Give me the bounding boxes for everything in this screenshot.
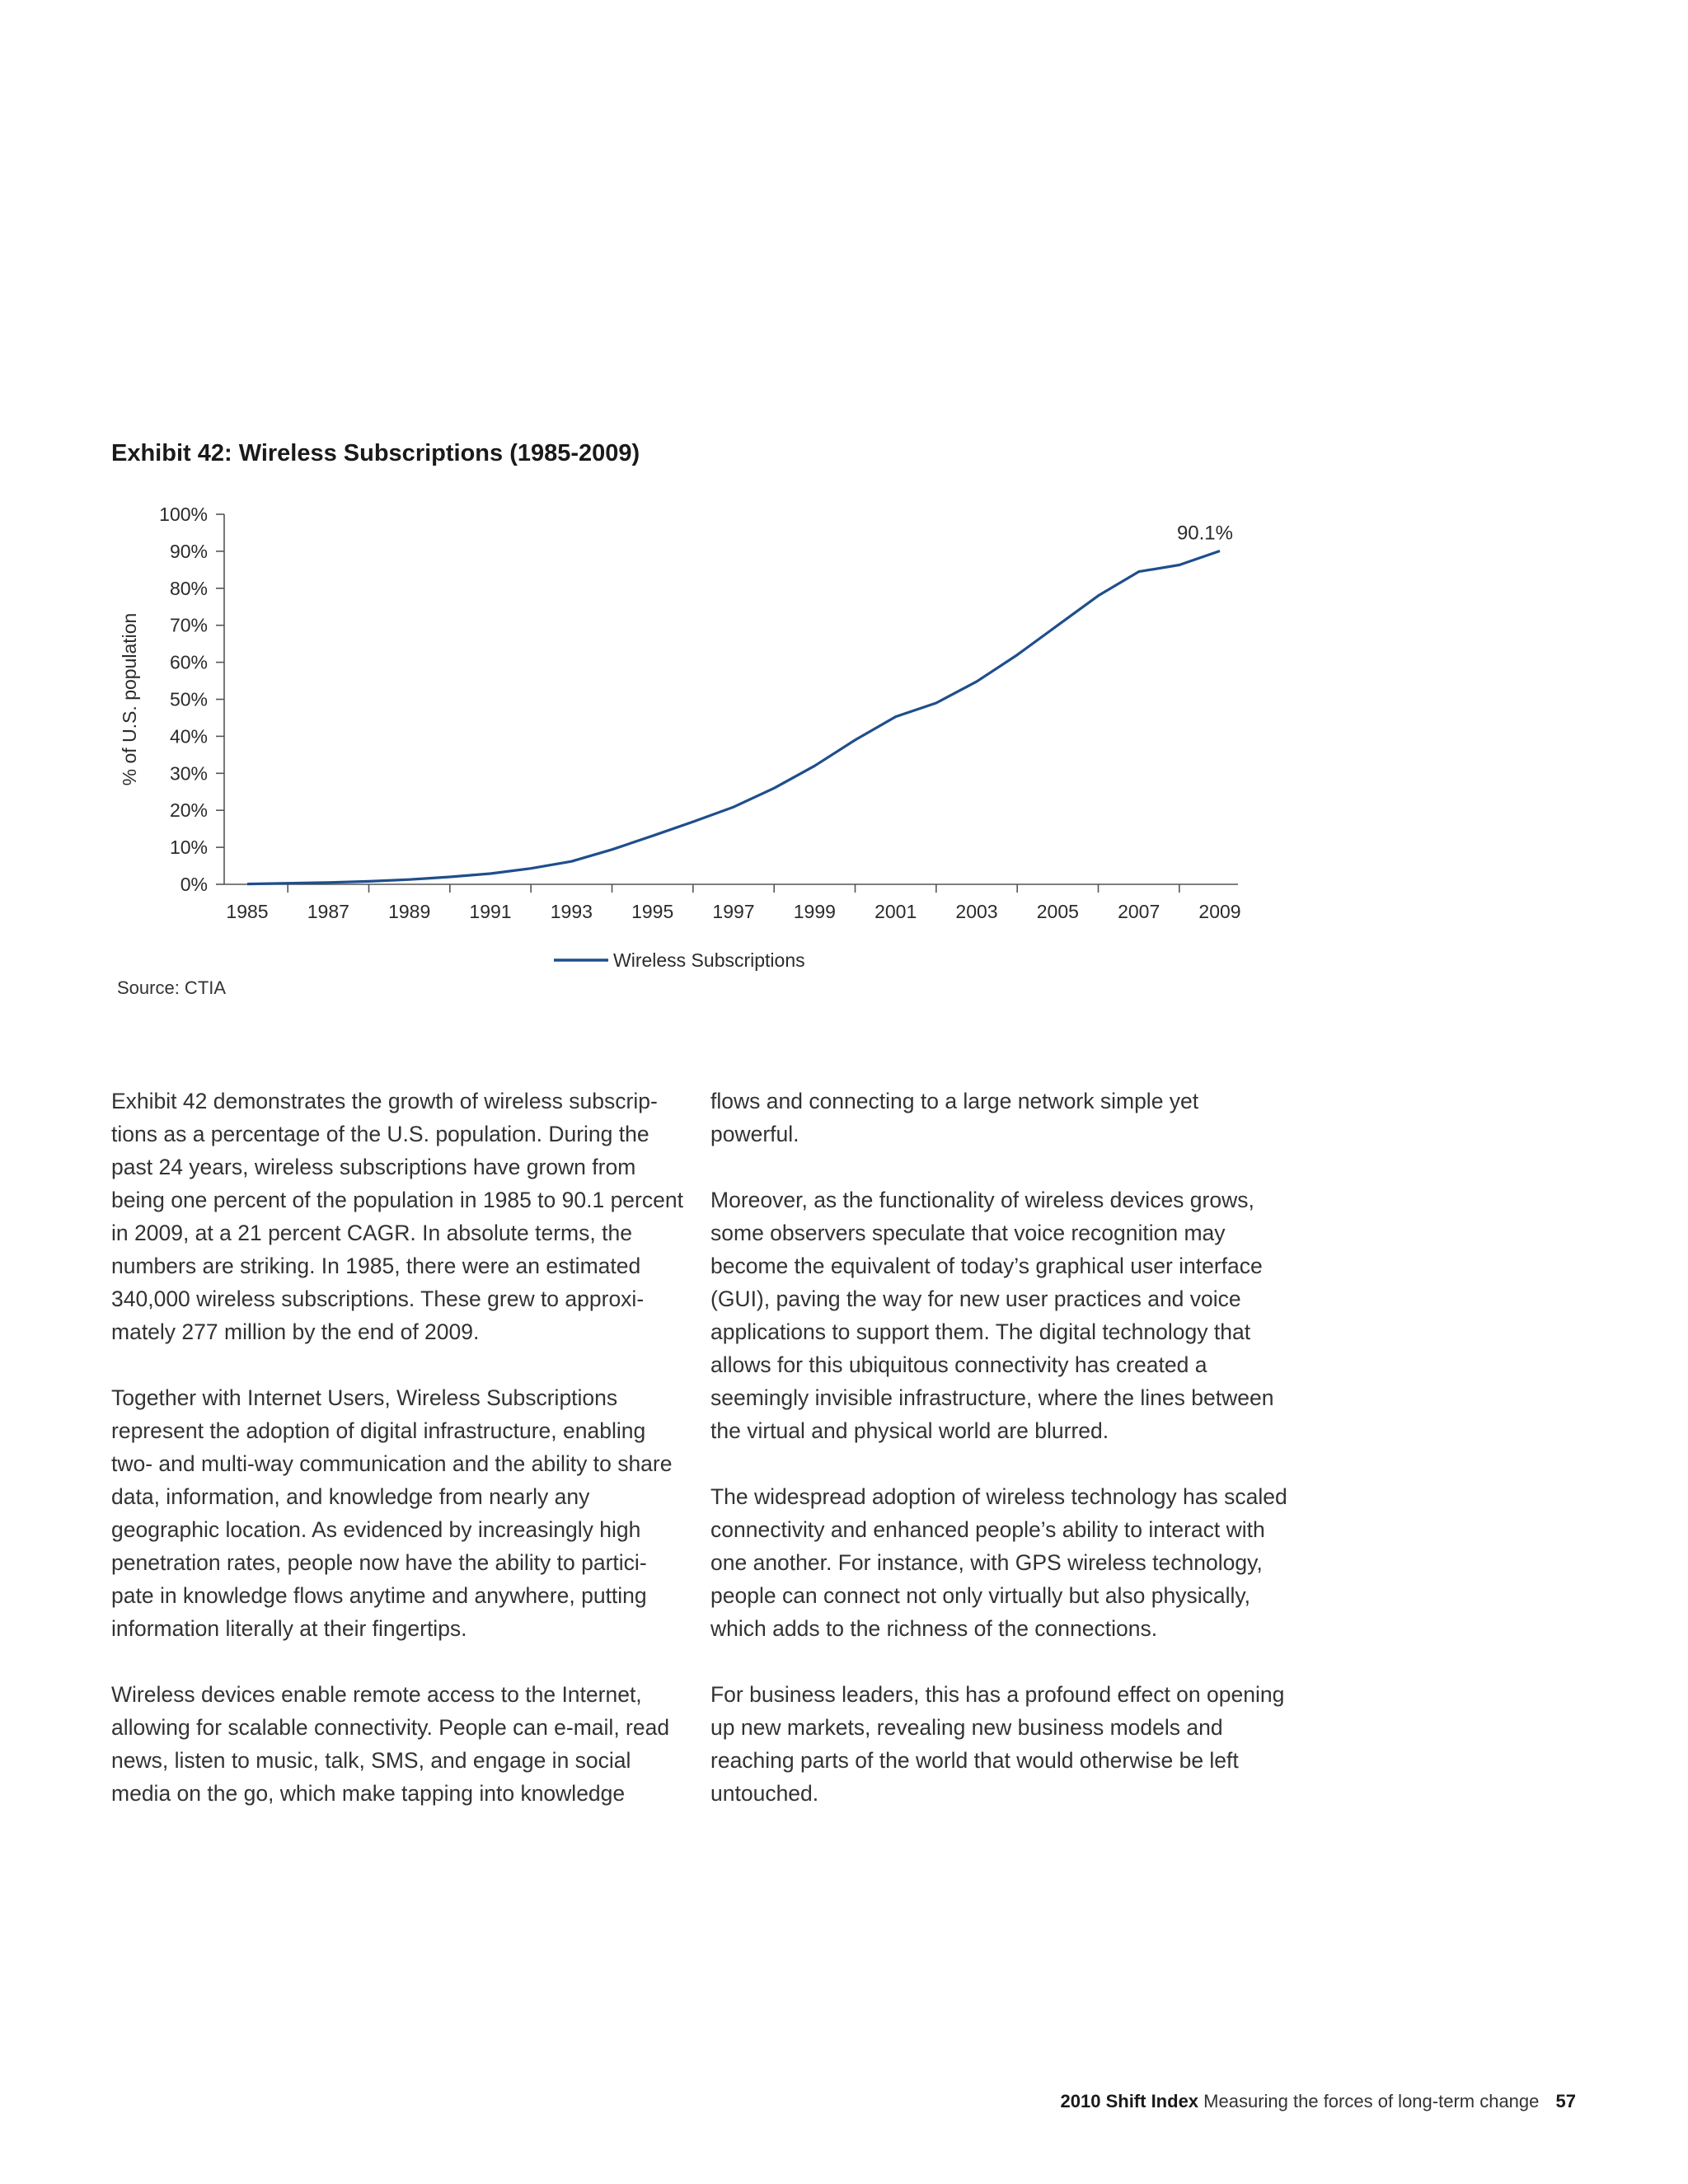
x-tick-label: 2009 <box>1198 901 1241 922</box>
x-tick-label: 2005 <box>1036 901 1079 922</box>
paragraph: Exhibit 42 demonstrates the growth of wireless subscrip- tions as a percentage of the U.S. population. During the past 24 years, wireless subscriptions have grown from being one percent of the population in 1985 to 90.1 percent in 2009, at a 21 percent CAGR. In absolute terms, the numbers are striking. In 1985, there were an estimated 340,000 wireless subscriptions. These grew to approxi- mately 277 million by the end of 2009. <box>111 1089 683 1344</box>
y-tick-label: 30% <box>169 762 208 785</box>
y-tick-label: 0% <box>180 874 208 895</box>
page-number: 57 <box>1555 2091 1576 2111</box>
paragraph: For business leaders, this has a profound effect on opening up new markets, revealing new business models and reaching parts of the world that would otherwise be left untouched. <box>710 1682 1285 1806</box>
body-column-right <box>710 1085 1287 1843</box>
footer-subtitle: Measuring the forces of long-term change <box>1203 2091 1540 2111</box>
y-tick-label: 60% <box>169 651 208 673</box>
x-tick-label: 2001 <box>874 901 917 922</box>
paragraph: flows and connecting to a large network simple yet powerful. <box>710 1089 1199 1146</box>
x-tick-label: 1985 <box>226 901 269 922</box>
y-tick-label: 100% <box>159 504 208 525</box>
exhibit-title: Exhibit 42: Wireless Subscriptions (1985-2009) <box>111 440 640 466</box>
y-tick-label: 70% <box>169 614 208 636</box>
y-tick-label: 40% <box>169 725 208 748</box>
x-tick-label: 1997 <box>712 901 755 922</box>
x-tick-label: 2007 <box>1118 901 1160 922</box>
x-tick-label: 2003 <box>955 901 998 922</box>
body-column-left <box>111 1085 688 1843</box>
x-tick-label: 1989 <box>388 901 431 922</box>
y-axis-title: % of U.S. population <box>119 612 140 786</box>
x-tick-label: 1987 <box>307 901 349 922</box>
y-tick-label: 90% <box>169 540 208 562</box>
y-tick-label: 50% <box>169 688 208 710</box>
paragraph: The widespread adoption of wireless technology has scaled connectivity and enhanced people’s ability to interact with one another. For instance, with GPS wireless technology, people can connect not only virtually but also physically, which adds to the richness of the connections. <box>710 1484 1287 1641</box>
y-tick-label: 10% <box>169 837 208 859</box>
data-label-2009: 90.1% <box>1176 522 1233 545</box>
legend-label: Wireless Subscriptions <box>613 949 805 971</box>
page-footer <box>1061 2091 1576 2112</box>
x-tick-label: 1993 <box>550 901 593 922</box>
y-tick-label: 80% <box>169 577 208 599</box>
x-tick-label: 1999 <box>793 901 836 922</box>
paragraph: Wireless devices enable remote access to the Internet, allowing for scalable connectivity. People can e-mail, read news, listen to music, talk, SMS, and engage in social media on the go, which make tapping into knowledge <box>111 1682 670 1806</box>
y-tick-label: 20% <box>169 799 208 822</box>
x-tick-label: 1991 <box>469 901 512 922</box>
footer-publication: 2010 Shift Index <box>1060 2091 1199 2111</box>
wireless-subscriptions-chart <box>0 0 1688 989</box>
series-line-wireless-subscriptions <box>247 551 1220 884</box>
chart-source: Source: CTIA <box>117 977 227 998</box>
paragraph: Together with Internet Users, Wireless Subscriptions represent the adoption of digital infrastructure, enabling two- and multi-way communication and the ability to share data, information, and knowledge from nearly any geographic location. As evidenced by increasingly high penetration rates, people now have the ability to partici- pate in knowledge flows anytime and anywhere, putting information literally at their fingertips. <box>111 1385 673 1641</box>
x-tick-label: 1995 <box>631 901 674 922</box>
paragraph: Moreover, as the functionality of wireless devices grows, some observers speculate that voice recognition may become the equivalent of today’s graphical user interface (GUI), paving the way for new user practices and voice applications to support them. The digital technology that allows for this ubiquitous connectivity has created a seemingly invisible infrastructure, where the lines between the virtual and physical world are blurred. <box>710 1188 1274 1443</box>
